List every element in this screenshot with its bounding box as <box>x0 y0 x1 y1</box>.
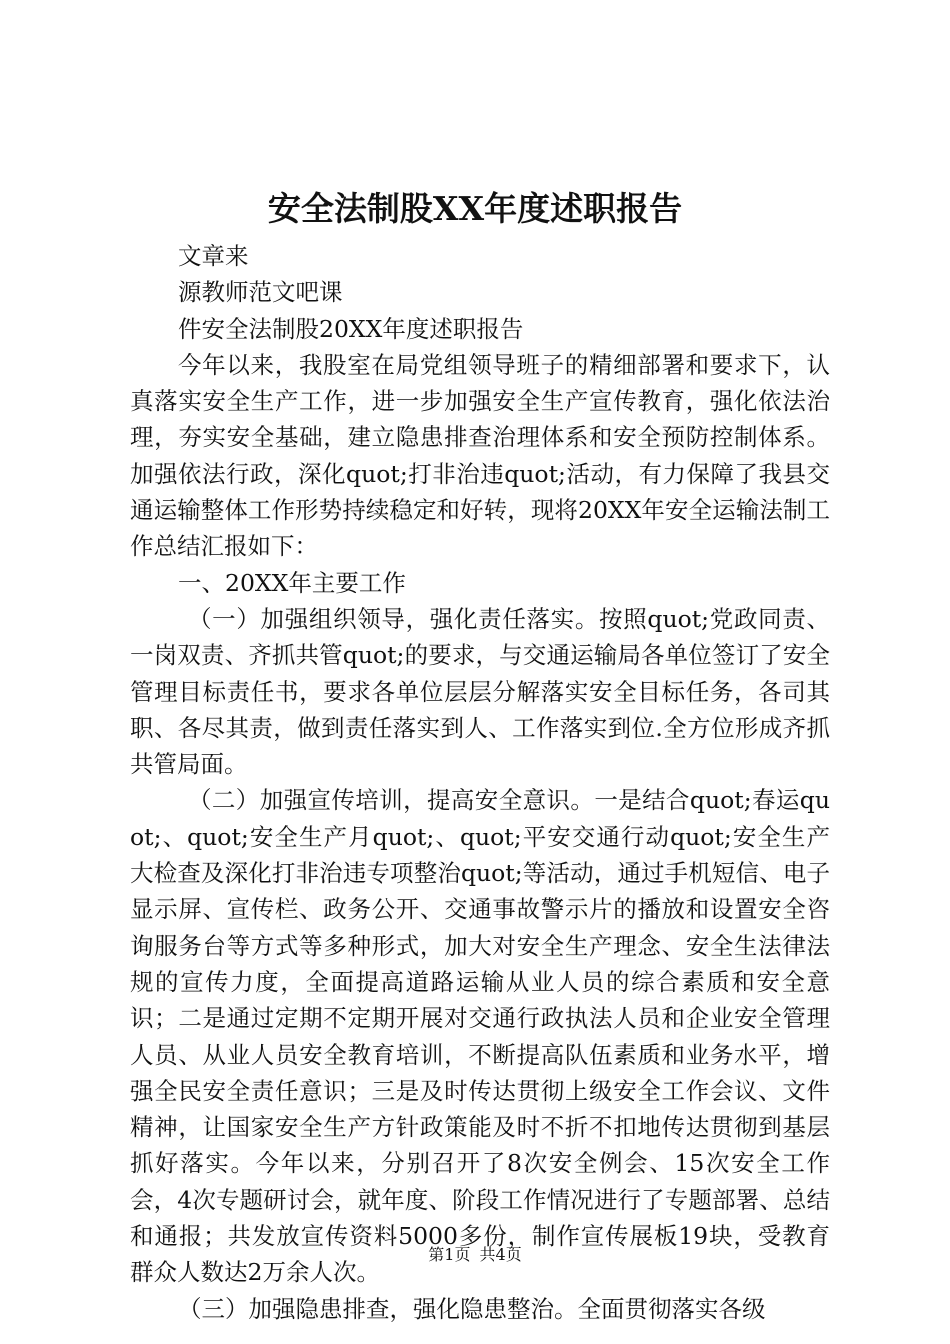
paragraph: （二）加强宣传培训，提高安全意识。一是结合quot;春运quot;、quot;安全生产月quot;、quot;平安交通行动quot;安全生产大检查及深化打非治违专项整治quot;等活动，通过手机短信、电子显示屏、宣传栏、政务公开、交通事故警示片的播放和设置安全咨询服务台等方式等多种形式，加大对安全生产理念、安全生法律法规的宣传力度，全面提高道路运输从业人员的综合素质和安全意识；二是通过定期不定期开展对交通行政执法人员和企业安全管理人员、从业人员安全教育培训，不断提高队伍素质和业务水平，增强全民安全责任意识；三是及时传达贯彻上级安全工作会议、文件精神，让国家安全生产方针政策能及时不折不扣地传达贯彻到基层抓好落实。今年以来，分别召开了8次安全例会、15次安全工作会，4次专题研讨会，就年度、阶段工作情况进行了专题部署、总结和通报；共发放宣传资料5000多份，制作宣传展板19块，受教育群众人数达2万余人次。 <box>130 786 830 1287</box>
paragraph: 文章来 <box>178 242 249 270</box>
page-total: 共4页 <box>479 1245 522 1264</box>
document-body <box>130 238 830 1327</box>
section-heading: 一、20XX年主要工作 <box>178 568 406 597</box>
page-number: 第1页 <box>428 1245 471 1264</box>
paragraph: （三）加强隐患排查，强化隐患整治。全面贯彻落实各级 <box>178 1294 766 1323</box>
document-title: 安全法制股XX年度述职报告 <box>267 189 683 228</box>
paragraph: （一）加强组织领导，强化责任落实。按照quot;党政同责、一岗双责、齐抓共管quot;的要求，与交通运输局各单位签订了安全管理目标责任书，要求各单位层层分解落实安全目标任务，各司其职、各尽其责，做到责任落实到人、工作落实到位.全方位形成齐抓共管局面。 <box>130 604 830 779</box>
paragraph: 源教师范文吧课 <box>178 278 343 307</box>
paragraph: 今年以来，我股室在局党组领导班子的精细部署和要求下，认真落实安全生产工作，进一步加强安全生产宣传教育，强化依法治理，夯实安全基础，建立隐患排查治理体系和安全预防控制体系。加强依法行政，深化quot;打非治违quot;活动，有力保障了我县交通运输整体工作形势持续稳定和好转，现将20XX年安全运输法制工作总结汇报如下： <box>130 350 830 561</box>
paragraph: 件安全法制股20XX年度述职报告 <box>178 314 524 343</box>
page-footer <box>0 1243 950 1267</box>
